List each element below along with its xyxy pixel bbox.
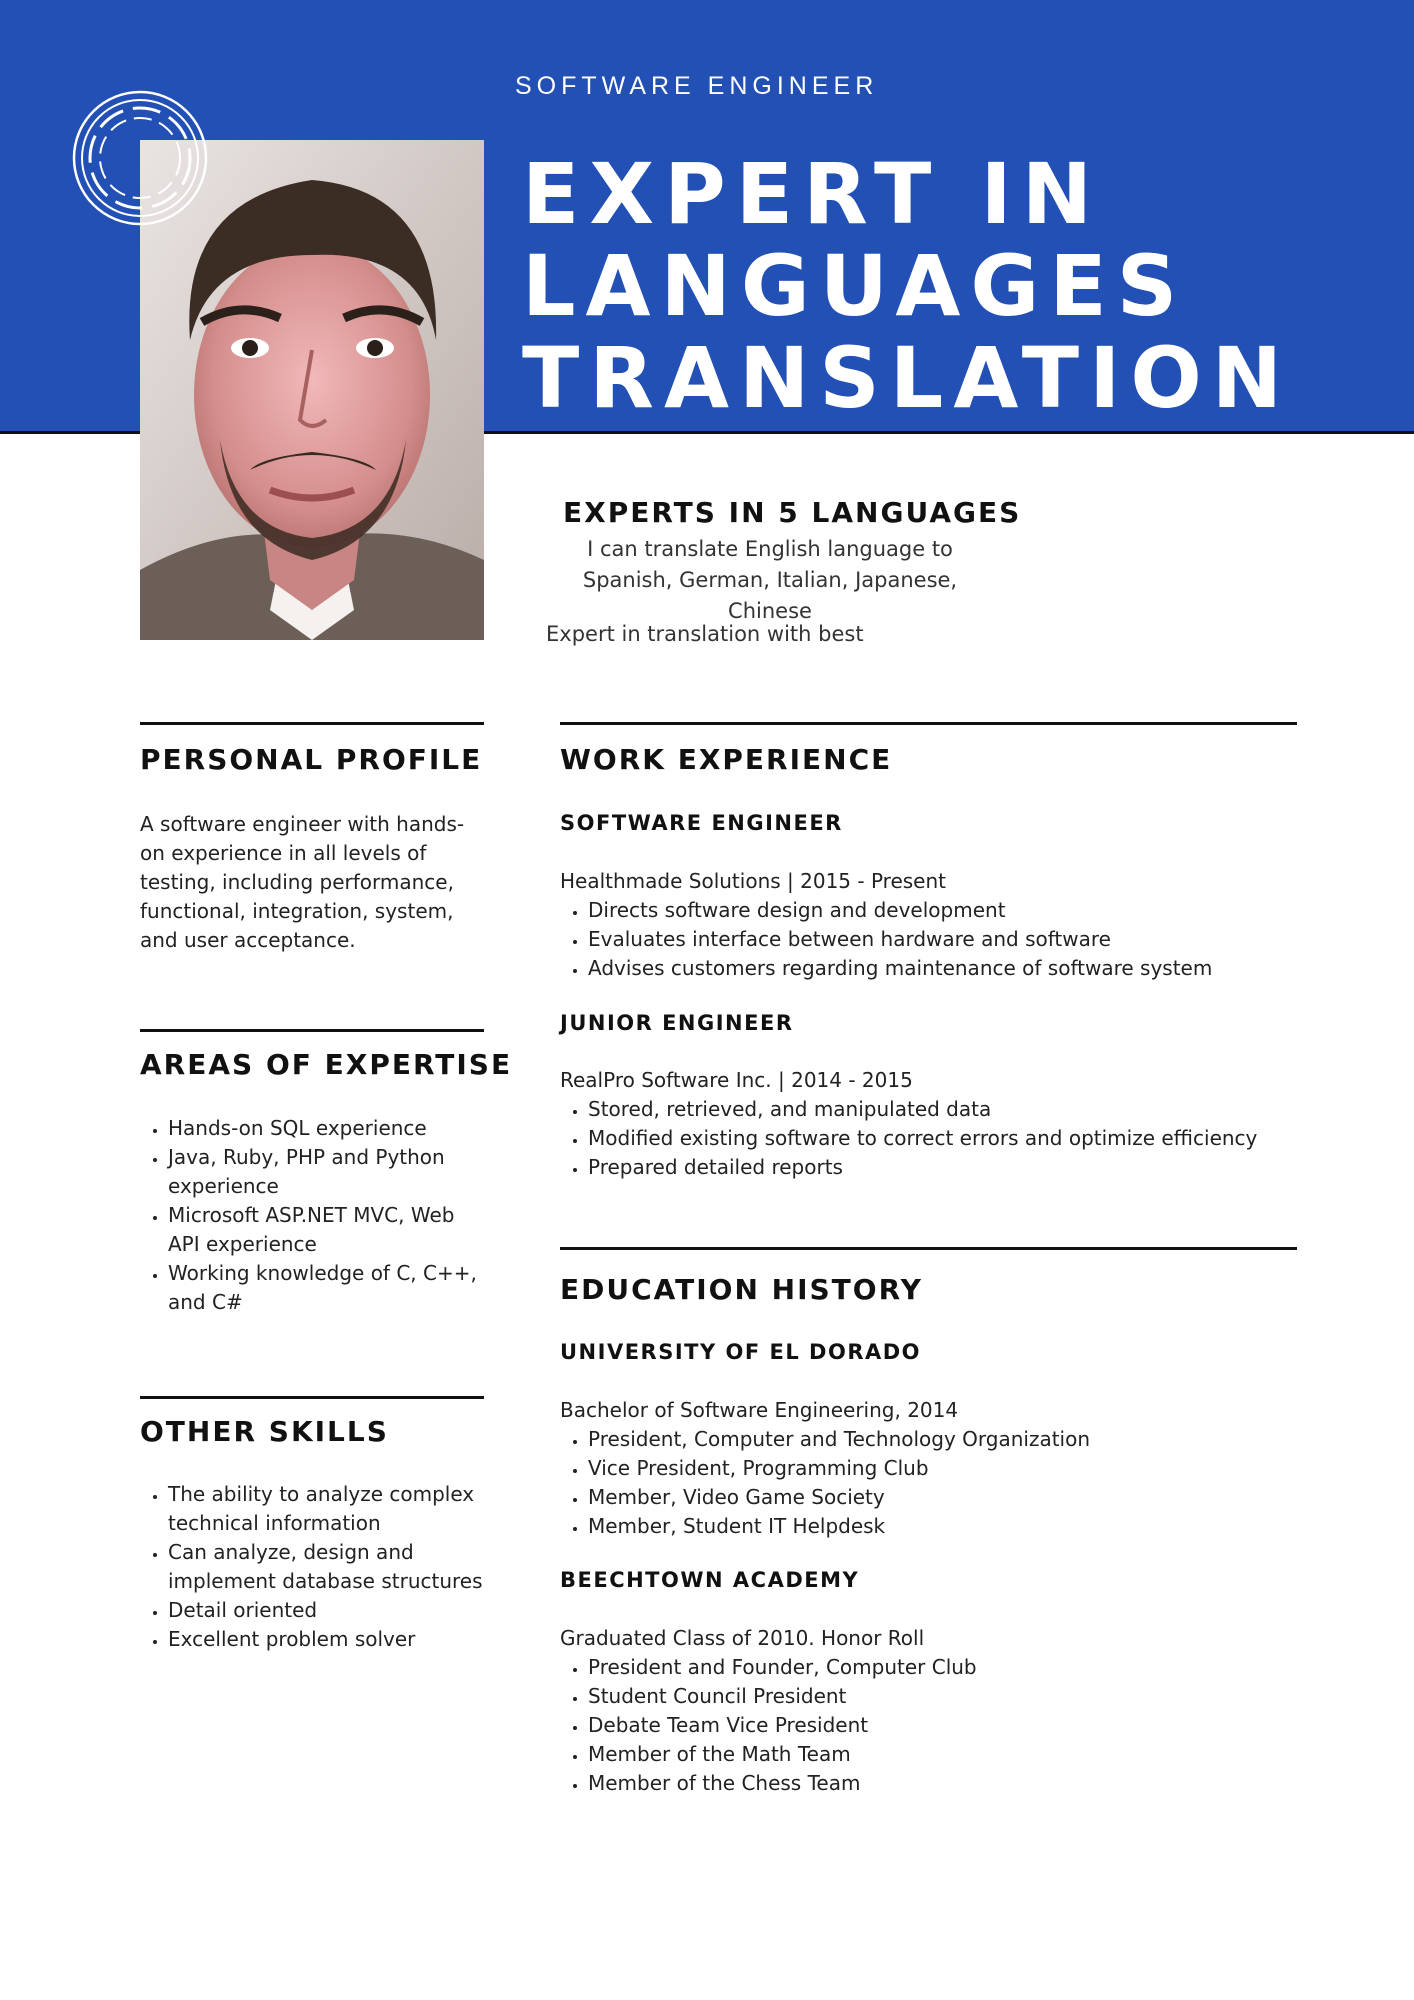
intro-description: I can translate English language to Spanish, German, Italian, Japanese, Chinese bbox=[582, 537, 958, 623]
list-item: • Student Council President bbox=[588, 1682, 1325, 1711]
job-duties bbox=[560, 896, 1325, 983]
title-line: LANGUAGES bbox=[522, 237, 1188, 335]
other-skills-heading: OTHER SKILLS bbox=[140, 1415, 389, 1448]
job-company: RealPro Software Inc. | 2014 - 2015 bbox=[560, 1068, 913, 1092]
list-item: • Debate Team Vice President bbox=[588, 1711, 1325, 1740]
list-item: • Member of the Math Team bbox=[588, 1740, 1325, 1769]
work-experience-heading: WORK EXPERIENCE bbox=[560, 743, 893, 776]
personal-profile-heading: PERSONAL PROFILE bbox=[140, 743, 483, 776]
page-title bbox=[522, 145, 1293, 427]
section-divider bbox=[140, 1029, 484, 1032]
job-title: SOFTWARE ENGINEER bbox=[560, 811, 843, 835]
job-company: Healthmade Solutions | 2015 - Present bbox=[560, 869, 946, 893]
list-item: • Can analyze, design and implement database structures bbox=[168, 1538, 484, 1596]
list-item: • Evaluates interface between hardware and software bbox=[588, 925, 1325, 954]
expertise-list bbox=[140, 1114, 484, 1317]
list-item: • President, Computer and Technology Organization bbox=[588, 1425, 1325, 1454]
school-detail: Bachelor of Software Engineering, 2014 bbox=[560, 1398, 959, 1422]
list-item: • Excellent problem solver bbox=[168, 1625, 484, 1654]
list-item: • Modified existing software to correct errors and optimize efficiency bbox=[588, 1124, 1325, 1153]
list-item: • Stored, retrieved, and manipulated data bbox=[588, 1095, 1325, 1124]
list-item: • The ability to analyze complex technical information bbox=[168, 1480, 484, 1538]
other-skills-list bbox=[140, 1480, 484, 1654]
list-item: • Prepared detailed reports bbox=[588, 1153, 1325, 1182]
list-item: • Hands-on SQL experience bbox=[168, 1114, 484, 1143]
section-divider bbox=[140, 722, 484, 725]
personal-profile-text: A software engineer with hands-on experience in all levels of testing, including performance, functional, integration, system, and user acceptance. bbox=[140, 812, 465, 952]
list-item: • Advises customers regarding maintenance of software system bbox=[588, 954, 1325, 983]
section-divider bbox=[140, 1396, 484, 1399]
intro-heading: EXPERTS IN 5 LANGUAGES bbox=[563, 496, 1022, 529]
school-name: UNIVERSITY OF EL DORADO bbox=[560, 1340, 922, 1364]
school-detail: Graduated Class of 2010. Honor Roll bbox=[560, 1626, 925, 1650]
job-title: JUNIOR ENGINEER bbox=[560, 1011, 794, 1035]
list-item: • Working knowledge of C, C++, and C# bbox=[168, 1259, 484, 1317]
school-activities bbox=[560, 1653, 1325, 1798]
school-name: BEECHTOWN ACADEMY bbox=[560, 1568, 860, 1592]
list-item: • Directs software design and development bbox=[588, 896, 1325, 925]
title-line: EXPERT IN bbox=[522, 145, 1103, 243]
list-item: • Microsoft ASP.NET MVC, Web API experience bbox=[168, 1201, 484, 1259]
list-item: • Vice President, Programming Club bbox=[588, 1454, 1325, 1483]
header-subtitle: SOFTWARE ENGINEER bbox=[515, 72, 879, 100]
job-duties bbox=[560, 1095, 1325, 1182]
title-line: TRANSLATION bbox=[522, 329, 1293, 427]
section-divider bbox=[560, 722, 1297, 725]
list-item: • President and Founder, Computer Club bbox=[588, 1653, 1325, 1682]
list-item: • Detail oriented bbox=[168, 1596, 484, 1625]
list-item: • Member of the Chess Team bbox=[588, 1769, 1325, 1798]
list-item: • Member, Student IT Helpdesk bbox=[588, 1512, 1325, 1541]
areas-of-expertise-heading: AREAS OF EXPERTISE bbox=[140, 1048, 513, 1081]
list-item: • Java, Ruby, PHP and Python experience bbox=[168, 1143, 484, 1201]
list-item: • Member, Video Game Society bbox=[588, 1483, 1325, 1512]
section-divider bbox=[560, 1247, 1297, 1250]
school-activities bbox=[560, 1425, 1325, 1541]
education-history-heading: EDUCATION HISTORY bbox=[560, 1273, 923, 1306]
concentric-rings-icon bbox=[70, 88, 210, 228]
intro-extra: Expert in translation with best bbox=[546, 622, 864, 646]
